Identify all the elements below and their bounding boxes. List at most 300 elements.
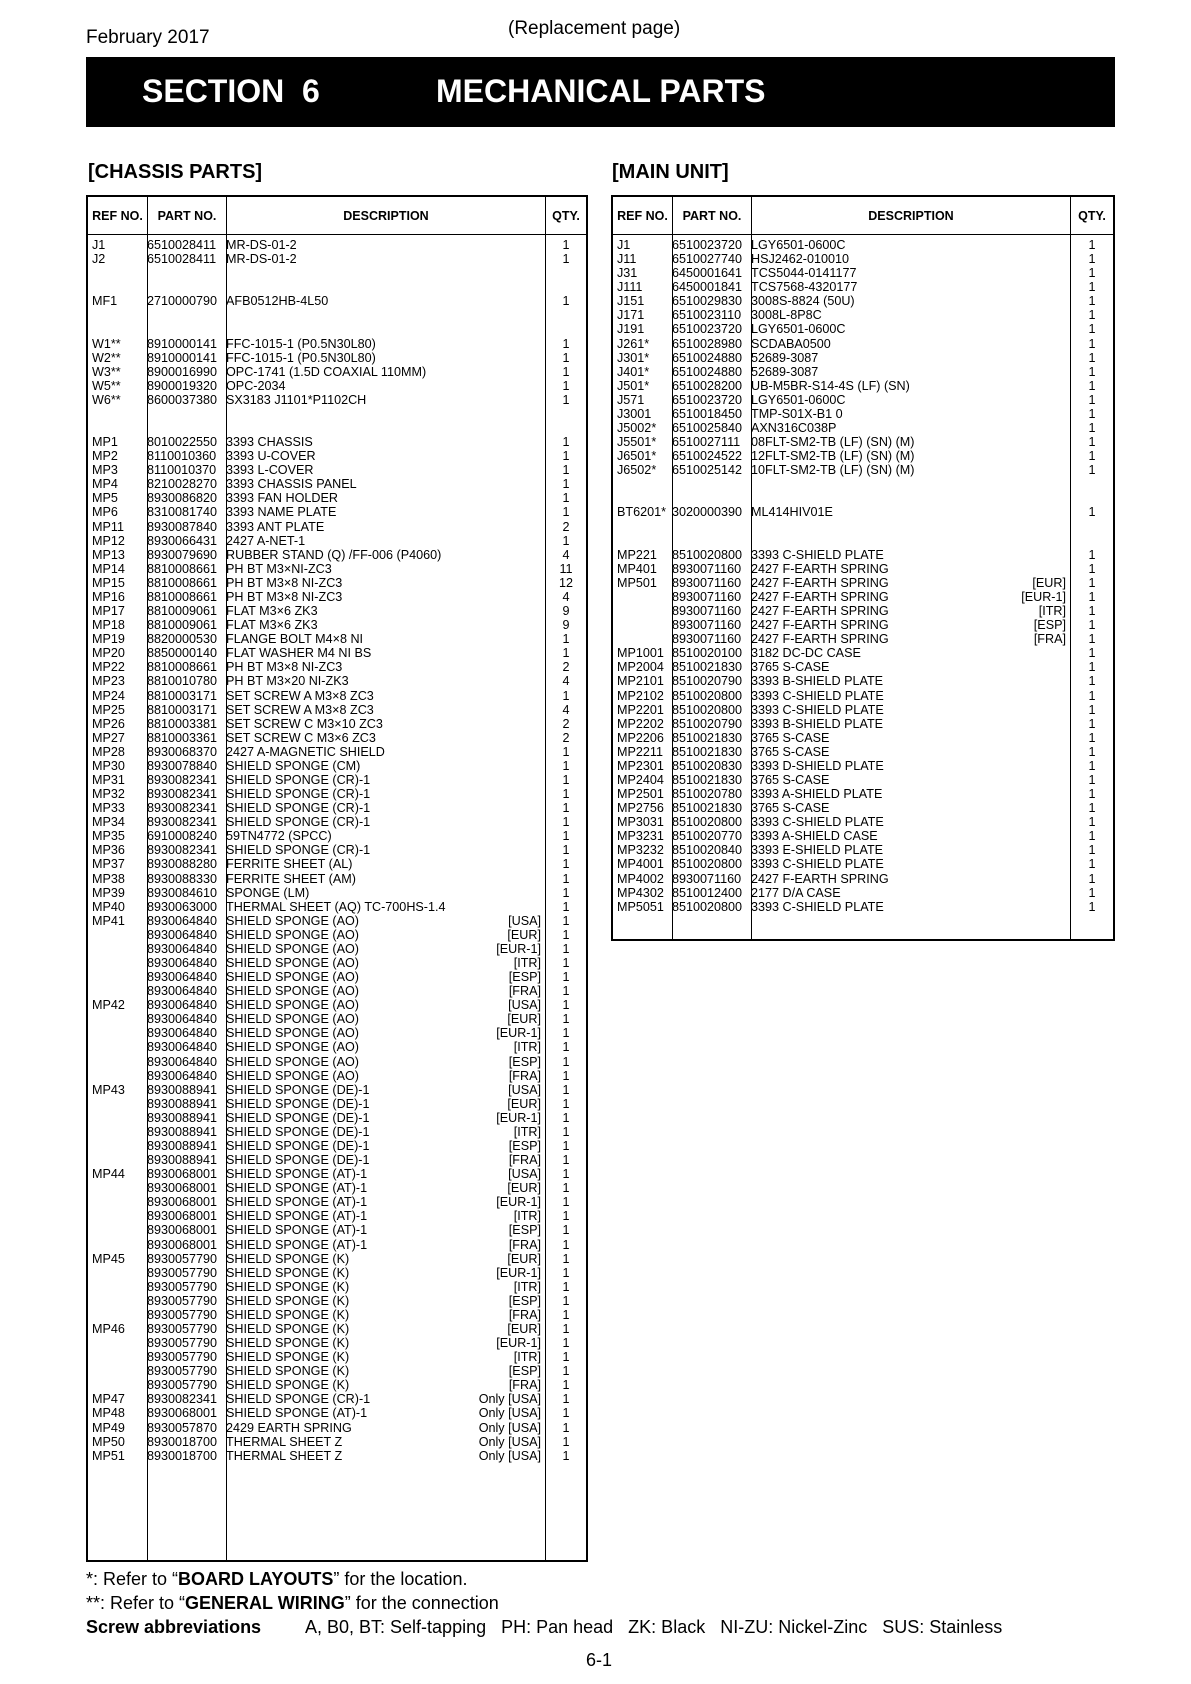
ref-cell: MP401: [617, 561, 657, 576]
ref-cell: MP4002: [617, 871, 664, 886]
ref-cell: MP4: [92, 477, 118, 492]
table-row: [88, 491, 586, 505]
qty-cell: 1: [1088, 392, 1096, 407]
table-row: [88, 337, 586, 351]
table-row: [88, 308, 586, 322]
ref-cell: MP23: [92, 674, 125, 689]
description-cell: 3393 D-SHIELD PLATE: [751, 758, 884, 773]
part-number-cell: 8930057790: [147, 1336, 218, 1351]
qty-cell: 1: [562, 1336, 570, 1351]
destination-cell: [USA]: [508, 1082, 541, 1097]
table-row: [613, 421, 1113, 435]
table-row: [88, 238, 586, 252]
description-cell: 3393 C-SHIELD PLATE: [751, 899, 884, 914]
qty-cell: 1: [562, 1293, 570, 1308]
ref-cell: MP47: [92, 1392, 125, 1407]
destination-cell: [ESP]: [508, 1364, 541, 1379]
table-row: [88, 1223, 586, 1237]
table-row: [88, 674, 586, 688]
description-cell: 3393 A-SHIELD CASE: [751, 829, 878, 844]
header-description: DESCRIPTION: [343, 209, 429, 223]
description-cell: 2427 F-EARTH SPRING: [751, 871, 889, 886]
part-number-cell: 8930071160: [672, 575, 742, 590]
part-number-cell: 8210028270: [147, 477, 218, 492]
qty-cell: 1: [562, 871, 570, 886]
ref-cell: MP37: [92, 857, 125, 872]
table-row: [613, 731, 1113, 745]
part-number-cell: 6510028411: [147, 238, 217, 252]
part-number-cell: 6510028980: [672, 336, 743, 351]
ref-cell: BT6201*: [617, 505, 667, 520]
qty-cell: 1: [1088, 435, 1096, 450]
part-number-cell: 8930088941: [147, 1110, 218, 1125]
part-number-cell: 8930082341: [147, 843, 218, 858]
part-number-cell: 8510020800: [672, 688, 743, 703]
qty-cell: 1: [1088, 463, 1096, 478]
ref-cell: MP2301: [617, 758, 664, 773]
part-number-cell: 8810003171: [147, 702, 218, 717]
qty-cell: 1: [562, 1124, 570, 1139]
part-number-cell: 8930057790: [147, 1293, 218, 1308]
footnote-general-wiring: [86, 1593, 499, 1614]
qty-cell: 1: [1088, 702, 1096, 717]
ref-cell: J6502*: [617, 463, 657, 478]
qty-cell: 1: [562, 843, 570, 858]
footnote-emphasis: GENERAL WIRING: [185, 1593, 345, 1613]
table-row: [88, 421, 586, 435]
part-number-cell: 6510024880: [672, 364, 743, 379]
table-row: [613, 393, 1113, 407]
qty-cell: 1: [562, 1434, 570, 1449]
replacement-note: (Replacement page): [508, 18, 681, 39]
description-cell: SHIELD SPONGE (AO): [226, 1054, 359, 1069]
description-cell: 59TN4772 (SPCC): [226, 829, 332, 844]
description-cell: SHIELD SPONGE (AO): [226, 1068, 359, 1083]
part-number-cell: 8930064840: [147, 927, 218, 942]
part-number-cell: 8930068001: [147, 1167, 218, 1182]
destination-cell: [ESP]: [1033, 618, 1066, 633]
table-row: [88, 477, 586, 491]
description-cell: SHIELD SPONGE (K): [226, 1322, 350, 1337]
table-row: [88, 449, 586, 463]
table-row: [88, 872, 586, 886]
qty-cell: 1: [562, 1420, 570, 1435]
ref-cell: MP2201: [617, 702, 664, 717]
part-number-cell: 8930079690: [147, 547, 218, 562]
ref-cell: MP6: [92, 505, 118, 520]
qty-cell: 1: [562, 1181, 570, 1196]
part-number-cell: 8930071160: [672, 561, 742, 576]
qty-cell: 1: [1088, 787, 1096, 802]
part-number-cell: 8930088330: [147, 871, 218, 886]
ref-cell: J31: [617, 266, 638, 281]
part-number-cell: 8930064840: [147, 1040, 218, 1055]
part-number-cell: 8510020790: [672, 716, 743, 731]
qty-cell: 1: [562, 350, 570, 365]
part-number-cell: 8810008661: [147, 589, 218, 604]
destination-cell: Only [USA]: [478, 1420, 541, 1435]
qty-cell: 1: [1088, 829, 1096, 844]
part-number-cell: 8910000141: [147, 350, 218, 365]
part-number-cell: 6510023110: [672, 308, 742, 323]
table-header: [613, 197, 1113, 235]
table-row: [88, 576, 586, 590]
part-number-cell: 8930057870: [147, 1420, 218, 1435]
part-number-cell: 8930068001: [147, 1209, 218, 1224]
destination-cell: [FRA]: [508, 1237, 541, 1252]
part-number-cell: 8510020800: [672, 702, 743, 717]
destination-cell: [EUR]: [1032, 575, 1066, 590]
qty-cell: 1: [562, 744, 570, 759]
part-number-cell: 8930064840: [147, 955, 218, 970]
table-row: [613, 703, 1113, 717]
table-row: [613, 759, 1113, 773]
qty-cell: 11: [559, 561, 573, 576]
description-cell: SHIELD SPONGE (K): [226, 1251, 350, 1266]
part-number-cell: 6510023720: [672, 322, 743, 337]
qty-cell: 1: [562, 1406, 570, 1421]
qty-cell: 1: [562, 1139, 570, 1153]
qty-cell: 1: [1088, 561, 1096, 576]
qty-cell: 1: [562, 1448, 570, 1463]
header-qty: QTY.: [552, 209, 580, 223]
ref-cell: MP2211: [617, 744, 663, 759]
part-number-cell: 6510028411: [147, 252, 217, 267]
description-cell: UB-M5BR-S14-4S (LF) (SN): [751, 378, 910, 393]
qty-cell: 1: [562, 941, 570, 956]
table-row: [88, 562, 586, 576]
destination-cell: [FRA]: [508, 984, 541, 999]
destination-cell: [ESP]: [508, 1293, 541, 1308]
table-row: [88, 618, 586, 632]
part-number-cell: 6510025142: [672, 463, 743, 478]
table-row: [88, 1392, 586, 1406]
qty-cell: 1: [1088, 547, 1096, 562]
part-number-cell: 6510023720: [672, 238, 743, 252]
main-title: [MAIN UNIT]: [612, 161, 729, 183]
table-row: [88, 1266, 586, 1280]
description-cell: 10FLT-SM2-TB (LF) (SN) (M): [751, 463, 915, 478]
table-row: [613, 379, 1113, 393]
part-number-cell: 8930057790: [147, 1378, 218, 1393]
description-cell: 3765 S-CASE: [751, 730, 830, 745]
ref-cell: MP15: [92, 575, 125, 590]
table-row: [613, 745, 1113, 759]
ref-cell: MP3232: [617, 843, 664, 858]
description-cell: SHIELD SPONGE (AO): [226, 1026, 359, 1041]
table-row: [88, 1083, 586, 1097]
part-number-cell: 8510020100: [672, 646, 743, 661]
part-number-cell: 8930064840: [147, 998, 218, 1013]
qty-cell: 1: [1088, 772, 1096, 787]
part-number-cell: 8930057790: [147, 1251, 218, 1266]
qty-cell: 1: [562, 927, 570, 942]
qty-cell: 1: [562, 1223, 570, 1238]
part-number-cell: 8930068001: [147, 1195, 218, 1210]
table-row: [88, 914, 586, 928]
description-cell: SPONGE (LM): [226, 885, 310, 900]
description-cell: SHIELD SPONGE (AT)-1: [226, 1167, 368, 1182]
part-number-cell: 6510018450: [672, 406, 743, 421]
destination-cell: [FRA]: [508, 1378, 541, 1393]
destination-cell: [ITR]: [513, 1350, 541, 1365]
part-number-cell: 8810008661: [147, 660, 218, 675]
part-number-cell: 8930088941: [147, 1124, 218, 1139]
table-row: [88, 984, 586, 998]
destination-cell: [FRA]: [508, 1153, 541, 1168]
description-cell: SHIELD SPONGE (DE)-1: [226, 1082, 370, 1097]
description-cell: 3393 C-SHIELD PLATE: [751, 815, 884, 830]
part-number-cell: 8510021830: [672, 730, 743, 745]
qty-cell: 1: [1088, 646, 1096, 661]
ref-cell: J501*: [617, 378, 650, 393]
description-cell: FERRITE SHEET (AM): [226, 871, 356, 886]
part-number-cell: 8850000140: [147, 646, 218, 661]
qty-cell: 1: [1088, 857, 1096, 872]
ref-cell: MP221: [617, 547, 657, 562]
table-row: [88, 1252, 586, 1266]
description-cell: SHIELD SPONGE (AT)-1: [226, 1195, 368, 1210]
qty-cell: 1: [1088, 378, 1096, 393]
qty-cell: 1: [562, 1265, 570, 1280]
qty-cell: 1: [562, 392, 570, 407]
qty-cell: 12: [558, 575, 573, 590]
table-row: [613, 534, 1113, 548]
part-number-cell: 8930064840: [147, 984, 218, 999]
destination-cell: [EUR]: [507, 1096, 541, 1111]
part-number-cell: 8930087840: [147, 519, 218, 534]
description-cell: 12FLT-SM2-TB (LF) (SN) (M): [751, 449, 915, 464]
table-row: [613, 548, 1113, 562]
ref-cell: MP2: [92, 449, 118, 464]
qty-cell: 1: [1088, 801, 1096, 816]
qty-cell: 1: [1088, 308, 1096, 323]
part-number-cell: 8110010360: [147, 449, 217, 464]
description-cell: SHIELD SPONGE (K): [226, 1279, 350, 1294]
qty-cell: 1: [562, 1082, 570, 1097]
part-number-cell: 8930057790: [147, 1279, 218, 1294]
table-row: [88, 379, 586, 393]
qty-cell: 1: [562, 1322, 570, 1337]
part-number-cell: 8930068001: [147, 1181, 218, 1196]
qty-cell: 1: [562, 1012, 570, 1027]
table-row: [613, 872, 1113, 886]
ref-cell: MP36: [92, 843, 125, 858]
part-number-cell: 8930078840: [147, 758, 218, 773]
table-row: [88, 660, 586, 674]
part-number-cell: 8930088941: [147, 1096, 218, 1111]
part-number-cell: 2710000790: [147, 294, 218, 309]
description-cell: 3765 S-CASE: [751, 772, 830, 787]
table-row: [613, 618, 1113, 632]
table-row: [88, 520, 586, 534]
table-row: [613, 322, 1113, 336]
description-cell: SHIELD SPONGE (AO): [226, 1012, 359, 1027]
qty-cell: 1: [562, 1110, 570, 1125]
ref-cell: MP40: [92, 899, 125, 914]
table-row: [88, 280, 586, 294]
part-number-cell: 8510020790: [672, 674, 743, 689]
qty-cell: 1: [562, 1251, 570, 1266]
qty-cell: 1: [562, 533, 570, 548]
description-cell: OPC-2034: [226, 378, 286, 393]
qty-cell: 1: [1088, 280, 1096, 295]
description-cell: SHIELD SPONGE (AO): [226, 941, 359, 956]
ref-cell: J11: [617, 252, 637, 267]
table-row: [88, 815, 586, 829]
destination-cell: [ESP]: [508, 1054, 541, 1069]
part-number-cell: 8930064840: [147, 1026, 218, 1041]
qty-cell: 1: [562, 1307, 570, 1322]
table-row: [613, 280, 1113, 294]
table-row: [613, 308, 1113, 322]
table-row: [613, 435, 1113, 449]
table-row: [613, 787, 1113, 801]
table-row: [88, 632, 586, 646]
table-row: [88, 759, 586, 773]
part-number-cell: 8510020840: [672, 843, 743, 858]
table-row: [613, 717, 1113, 731]
destination-cell: [ITR]: [513, 1124, 541, 1139]
ref-cell: MP38: [92, 871, 125, 886]
table-row: [613, 407, 1113, 421]
destination-cell: Only [USA]: [478, 1392, 541, 1407]
table-row: [88, 1097, 586, 1111]
description-cell: FFC-1015-1 (P0.5N30L80): [226, 350, 376, 365]
ref-cell: W6**: [92, 392, 121, 407]
qty-cell: 1: [1088, 885, 1096, 900]
part-number-cell: 6510025840: [672, 421, 743, 436]
qty-cell: 1: [1088, 406, 1096, 421]
part-number-cell: 8510020830: [672, 758, 743, 773]
table-row: [88, 1167, 586, 1181]
description-cell: 2427 F-EARTH SPRING: [751, 561, 889, 576]
qty-cell: 1: [562, 998, 570, 1013]
part-number-cell: 8930063000: [147, 899, 218, 914]
header-qty: QTY.: [1078, 209, 1106, 223]
table-row: [613, 843, 1113, 857]
qty-cell: 1: [1088, 252, 1096, 267]
part-number-cell: 8930088941: [147, 1153, 218, 1168]
qty-cell: 1: [562, 1378, 570, 1393]
description-cell: 3393 E-SHIELD PLATE: [751, 843, 884, 858]
part-number-cell: 8930082341: [147, 772, 218, 787]
part-number-cell: 8930071160: [672, 632, 742, 647]
table-row: [88, 843, 586, 857]
description-cell: 2427 F-EARTH SPRING: [751, 632, 889, 647]
destination-cell: [ESP]: [508, 1139, 541, 1153]
table-row: [88, 1040, 586, 1054]
part-number-cell: 8910000141: [147, 336, 218, 351]
description-cell: SHIELD SPONGE (DE)-1: [226, 1153, 370, 1168]
description-cell: 2429 EARTH SPRING: [226, 1420, 352, 1435]
footnote-text: **: Refer to “: [86, 1593, 186, 1613]
table-row: [613, 449, 1113, 463]
qty-cell: 1: [562, 829, 570, 844]
table-row: [88, 351, 586, 365]
ref-cell: MP16: [92, 589, 125, 604]
destination-cell: [ITR]: [513, 1209, 541, 1224]
ref-cell: J6501*: [617, 449, 657, 464]
part-number-cell: 6510028200: [672, 378, 743, 393]
ref-cell: MP34: [92, 815, 125, 830]
part-number-cell: 6450001841: [672, 280, 743, 295]
part-number-cell: 8930086820: [147, 491, 218, 506]
header-ref: REF NO.: [617, 209, 668, 223]
description-cell: 52689-3087: [751, 350, 819, 365]
part-number-cell: 8930057790: [147, 1265, 218, 1280]
qty-cell: 1: [562, 1350, 570, 1365]
ref-cell: MP43: [92, 1082, 125, 1097]
part-number-cell: 8810003171: [147, 688, 218, 703]
description-cell: SHIELD SPONGE (DE)-1: [226, 1124, 370, 1139]
footnote-text: *: Refer to “: [86, 1569, 179, 1589]
qty-cell: 1: [562, 1026, 570, 1041]
ref-cell: MP42: [92, 998, 125, 1013]
description-cell: 52689-3087: [751, 364, 819, 379]
description-cell: 3393 C-SHIELD PLATE: [751, 688, 884, 703]
table-row: [88, 548, 586, 562]
ref-cell: MP19: [92, 632, 125, 647]
description-cell: TMP-S01X-B1 0: [751, 406, 843, 421]
table-row: [88, 717, 586, 731]
ref-cell: MP44: [92, 1167, 125, 1182]
table-row: [88, 590, 586, 604]
table-row: [613, 351, 1113, 365]
description-cell: PH BT M3×8 NI-ZC3: [226, 589, 343, 604]
ref-cell: MP28: [92, 744, 125, 759]
ref-cell: J1: [617, 238, 631, 252]
description-cell: HSJ2462-010010: [751, 252, 850, 267]
description-cell: SHIELD SPONGE (CR)-1: [226, 815, 371, 830]
ref-cell: J2: [92, 252, 106, 267]
description-cell: SHIELD SPONGE (AO): [226, 913, 359, 928]
part-number-cell: 6510027111: [672, 435, 741, 450]
description-cell: RUBBER STAND (Q) /FF-006 (P4060): [226, 547, 442, 562]
table-row: [613, 632, 1113, 646]
description-cell: SCDABA0500: [751, 336, 831, 351]
table-row: [88, 1308, 586, 1322]
description-cell: SHIELD SPONGE (CR)-1: [226, 772, 371, 787]
description-cell: 2427 F-EARTH SPRING: [751, 604, 889, 619]
footnote-text: ” for the connection: [344, 1593, 499, 1613]
description-cell: 2177 D/A CASE: [751, 885, 841, 900]
header-part: PART NO.: [682, 209, 742, 223]
qty-cell: 2: [562, 660, 570, 675]
description-cell: 2427 A-MAGNETIC SHIELD: [226, 744, 385, 759]
table-row: [88, 407, 586, 421]
table-row: [88, 1378, 586, 1392]
part-number-cell: 8930071160: [672, 618, 742, 633]
qty-cell: 1: [562, 758, 570, 773]
description-cell: 2427 F-EARTH SPRING: [751, 575, 889, 590]
table-row: [88, 435, 586, 449]
qty-cell: 1: [1088, 238, 1096, 252]
ref-cell: MP30: [92, 758, 125, 773]
table-row: [613, 815, 1113, 829]
qty-cell: 1: [1088, 336, 1096, 351]
description-cell: SHIELD SPONGE (AT)-1: [226, 1209, 368, 1224]
table-row: [88, 1181, 586, 1195]
table-row: [88, 970, 586, 984]
part-number-cell: 8930057790: [147, 1322, 218, 1337]
ref-cell: MP5051: [617, 899, 664, 914]
qty-cell: 1: [1088, 843, 1096, 858]
description-cell: SET SCREW C M3×6 ZC3: [226, 730, 376, 745]
ref-cell: J3001: [617, 406, 652, 421]
screw-abbreviations-label: Screw abbreviations: [86, 1617, 262, 1637]
chassis-title: [CHASSIS PARTS]: [88, 161, 263, 183]
